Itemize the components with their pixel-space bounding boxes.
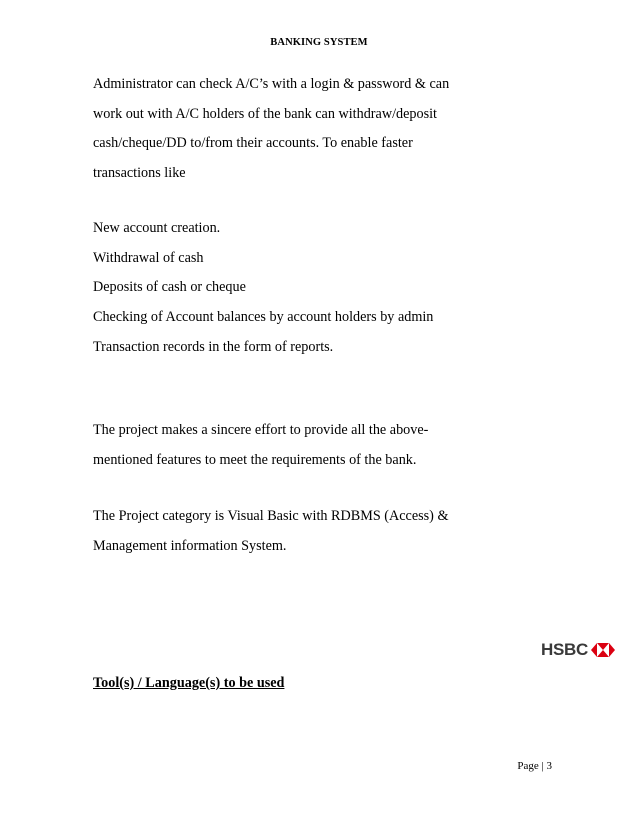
feature-item: New account creation. <box>93 220 221 236</box>
tools-heading: Tool(s) / Language(s) to be used <box>93 675 285 691</box>
category-line: Management information System. <box>93 537 287 554</box>
effort-line: The project makes a sincere effort to provide all the above- <box>93 422 429 438</box>
feature-item: Withdrawal of cash <box>93 249 204 266</box>
feature-list <box>93 214 553 363</box>
page-header-title: BANKING SYSTEM <box>270 37 368 48</box>
feature-item: Transaction records in the form of reports. <box>93 338 334 355</box>
hsbc-logo <box>541 640 615 660</box>
category-line: The Project category is Visual Basic with RDBMS (Access) & <box>93 508 449 524</box>
intro-line: Administrator can check A/C’s with a login & password & can <box>93 76 450 92</box>
category-paragraph <box>93 502 553 561</box>
hsbc-hexagon-icon <box>591 643 615 657</box>
intro-line: work out with A/C holders of the bank can withdraw/deposit <box>93 105 437 122</box>
intro-line: cash/cheque/DD to/from their accounts. To enable faster <box>93 135 413 152</box>
effort-line: mentioned features to meet the requirements of the bank. <box>93 451 417 468</box>
feature-item: Checking of Account balances by account holders by admin <box>93 309 434 326</box>
intro-paragraph <box>93 70 553 189</box>
hsbc-logo-text: HSBC <box>541 640 588 659</box>
effort-paragraph <box>93 416 553 475</box>
intro-line: transactions like <box>93 165 186 182</box>
feature-item: Deposits of cash or cheque <box>93 279 246 296</box>
page-number: Page | 3 <box>517 760 552 772</box>
